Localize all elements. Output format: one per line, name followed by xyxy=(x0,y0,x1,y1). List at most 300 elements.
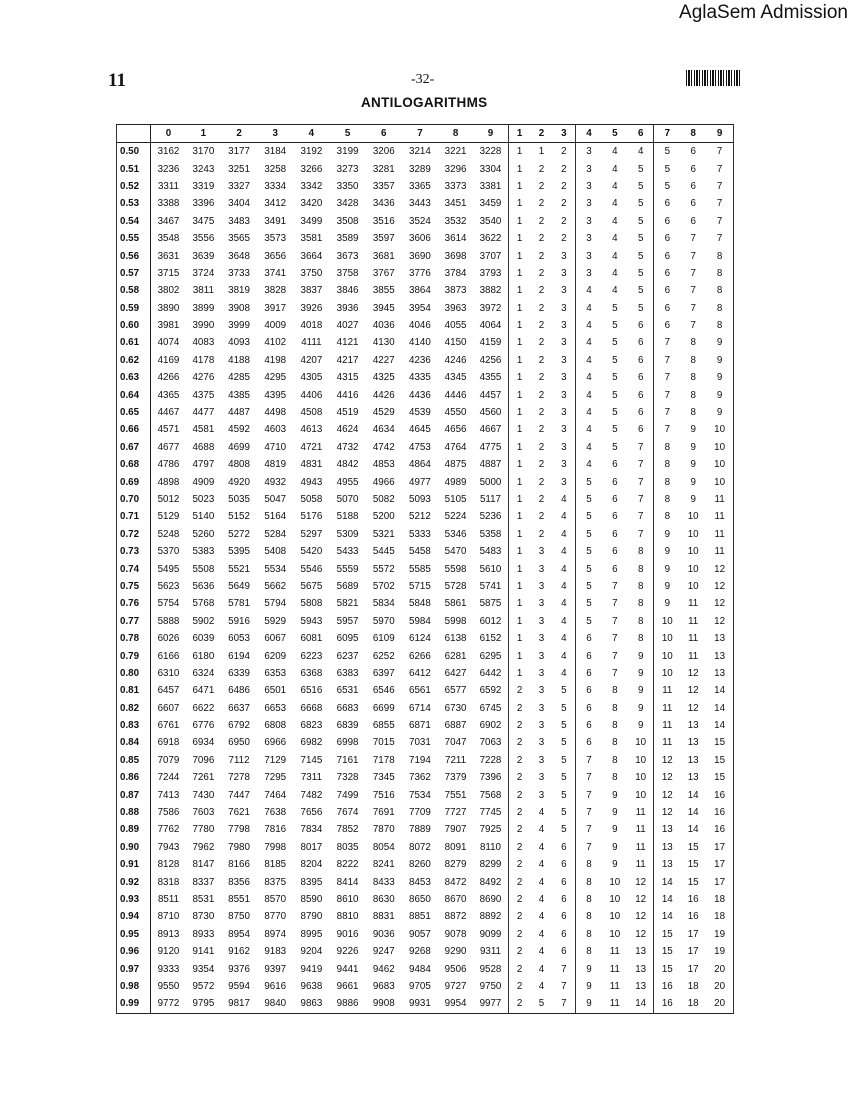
mean-difference-cell: 11 xyxy=(688,633,699,645)
row-label: 0.56 xyxy=(117,247,151,264)
antilog-value-cell: 7430 xyxy=(192,789,215,801)
antilog-value-cell: 3556 xyxy=(192,233,215,245)
antilog-value-cell: 3516 xyxy=(372,215,395,227)
mean-difference-cell: 2 xyxy=(508,804,530,821)
mean-difference-cell: 1 xyxy=(508,300,530,317)
mean-difference-cell: 9 xyxy=(637,650,644,662)
antilog-value-cell: 4246 xyxy=(444,354,467,366)
antilog-value-cell: 3750 xyxy=(300,267,323,279)
mean-difference-cell: 10 xyxy=(706,439,733,456)
mean-difference-cell: 10 xyxy=(687,563,699,575)
mean-difference-cell: 1 xyxy=(508,282,530,299)
mean-difference-cell: 3 xyxy=(538,615,545,627)
antilog-value-cell: 3491 xyxy=(264,215,287,227)
antilog-value-cell: 5585 xyxy=(409,563,431,575)
antilog-value-cell: 3396 xyxy=(192,198,215,210)
mean-difference-cell: 2 xyxy=(561,146,567,158)
antilog-value-cell: 7464 xyxy=(264,789,287,801)
antilog-value-cell: 5768 xyxy=(192,598,215,610)
mean-difference-cell: 9 xyxy=(576,995,602,1013)
mean-difference-cell: 1 xyxy=(508,334,530,351)
mean-difference-cell: 3 xyxy=(538,737,545,749)
table-row xyxy=(117,195,734,212)
mean-difference-cell: 6 xyxy=(612,563,618,575)
mean-difference-cell: 4 xyxy=(561,546,567,558)
antilog-value-cell: 9616 xyxy=(264,980,287,992)
header-mean-diff: 3 xyxy=(553,125,576,143)
antilog-value-cell: 4989 xyxy=(444,476,467,488)
mean-difference-cell: 18 xyxy=(680,995,706,1013)
mean-difference-cell: 4 xyxy=(612,180,618,192)
mean-difference-cell: 8 xyxy=(654,491,680,508)
antilog-value-cell: 6902 xyxy=(479,720,502,732)
mean-difference-cell: 3 xyxy=(538,772,545,784)
antilog-value-cell: 8810 xyxy=(336,911,359,923)
antilog-value-cell: 7638 xyxy=(264,807,287,819)
antilog-value-cell: 7727 xyxy=(444,807,467,819)
mean-difference-cell: 3 xyxy=(561,459,567,471)
antilog-value-cell: 3266 xyxy=(300,163,323,175)
antilog-value-cell: 3917 xyxy=(264,302,287,314)
mean-difference-cell: 6 xyxy=(576,734,602,751)
mean-difference-cell: 3 xyxy=(538,754,545,766)
mean-difference-cell: 4 xyxy=(612,233,618,245)
antilog-value-cell: 5140 xyxy=(192,511,215,523)
mean-difference-cell: 8 xyxy=(637,598,644,610)
antilog-value-cell: 6281 xyxy=(444,650,467,662)
mean-difference-cell: 5 xyxy=(576,473,602,490)
antilog-value-cell: 4613 xyxy=(300,424,323,436)
antilog-value-cell: 7096 xyxy=(192,754,215,766)
mean-difference-cell: 2 xyxy=(508,995,530,1013)
antilog-value-cell: 4227 xyxy=(372,354,395,366)
mean-difference-cell: 17 xyxy=(687,946,699,958)
antilog-value-cell: 4887 xyxy=(479,459,502,471)
mean-difference-cell: 10 xyxy=(635,772,647,784)
antilog-value-cell: 5916 xyxy=(228,615,250,627)
antilog-value-cell: 5888 xyxy=(151,613,186,630)
antilog-value-cell: 3673 xyxy=(336,250,359,262)
antilog-value-cell: 5902 xyxy=(192,615,215,627)
mean-difference-cell: 7 xyxy=(690,302,696,314)
antilog-value-cell: 4487 xyxy=(228,407,250,419)
antilog-value-cell: 5224 xyxy=(444,511,467,523)
antilog-value-cell: 7328 xyxy=(336,772,359,784)
antilog-value-cell: 4656 xyxy=(444,424,467,436)
antilog-value-cell: 9683 xyxy=(372,980,395,992)
mean-difference-cell: 4 xyxy=(576,386,602,403)
row-label: 0.87 xyxy=(117,786,151,803)
mean-difference-cell: 1 xyxy=(508,473,530,490)
mean-difference-cell: 15 xyxy=(706,734,733,751)
row-label: 0.71 xyxy=(117,508,151,525)
mean-difference-cell: 3 xyxy=(538,546,545,558)
mean-difference-cell: 14 xyxy=(628,995,654,1013)
mean-difference-cell: 11 xyxy=(635,841,646,853)
antilog-value-cell: 5470 xyxy=(444,546,467,558)
antilog-table xyxy=(116,124,734,1014)
mean-difference-cell: 13 xyxy=(706,630,733,647)
antilog-value-cell: 5546 xyxy=(300,563,323,575)
mean-difference-cell: 6 xyxy=(612,546,618,558)
row-label: 0.80 xyxy=(117,665,151,682)
mean-difference-cell: 5 xyxy=(612,407,618,419)
mean-difference-cell: 4 xyxy=(612,267,618,279)
row-label: 0.84 xyxy=(117,734,151,751)
mean-difference-cell: 4 xyxy=(561,633,567,645)
mean-difference-cell: 1 xyxy=(508,265,530,282)
antilog-value-cell: 3296 xyxy=(444,163,467,175)
antilog-value-cell: 5957 xyxy=(336,615,359,627)
antilog-value-cell: 6934 xyxy=(192,737,215,749)
mean-difference-cell: 2 xyxy=(508,682,530,699)
antilog-value-cell: 4550 xyxy=(444,407,467,419)
mean-difference-cell: 6 xyxy=(637,424,644,436)
antilog-value-cell: 6622 xyxy=(192,702,215,714)
mean-difference-cell: 6 xyxy=(561,928,567,940)
antilog-value-cell: 8453 xyxy=(409,876,431,888)
antilog-value-cell: 5284 xyxy=(264,528,287,540)
row-label: 0.61 xyxy=(117,334,151,351)
antilog-value-cell: 7413 xyxy=(151,786,186,803)
mean-difference-cell: 5 xyxy=(637,198,644,210)
mean-difference-cell: 4 xyxy=(576,369,602,386)
mean-difference-cell: 11 xyxy=(688,598,699,610)
antilog-value-cell: 8974 xyxy=(264,928,287,940)
antilog-value-cell: 3508 xyxy=(336,215,359,227)
table-row xyxy=(117,508,734,525)
antilog-value-cell: 3963 xyxy=(444,302,467,314)
row-label: 0.79 xyxy=(117,647,151,664)
row-label: 0.92 xyxy=(117,873,151,890)
antilog-value-cell: 7709 xyxy=(409,807,431,819)
antilog-value-cell: 4909 xyxy=(192,476,215,488)
table-row xyxy=(117,630,734,647)
antilog-value-cell: 3319 xyxy=(192,180,215,192)
antilog-value-cell: 4920 xyxy=(228,476,250,488)
table-header-row xyxy=(117,125,734,143)
antilog-value-cell: 9572 xyxy=(192,980,215,992)
mean-difference-cell: 5 xyxy=(576,578,602,595)
antilog-value-cell: 3243 xyxy=(192,163,215,175)
mean-difference-cell: 4 xyxy=(576,300,602,317)
antilog-value-cell: 8570 xyxy=(264,893,287,905)
antilog-value-cell: 6808 xyxy=(264,720,287,732)
table-row xyxy=(117,786,734,803)
mean-difference-cell: 4 xyxy=(538,859,545,871)
antilog-value-cell: 5309 xyxy=(336,528,359,540)
antilog-value-cell: 8710 xyxy=(151,908,186,925)
antilog-value-cell: 7211 xyxy=(445,754,467,766)
antilog-value-cell: 9162 xyxy=(228,946,250,958)
antilog-value-cell: 5521 xyxy=(228,563,250,575)
mean-difference-cell: 11 xyxy=(654,734,680,751)
antilog-value-cell: 7145 xyxy=(300,754,323,766)
antilog-value-cell: 7129 xyxy=(264,754,287,766)
antilog-value-cell: 4529 xyxy=(372,407,395,419)
antilog-value-cell: 7345 xyxy=(372,772,395,784)
mean-difference-cell: 2 xyxy=(538,302,545,314)
mean-difference-cell: 4 xyxy=(612,198,618,210)
mean-difference-cell: 13 xyxy=(706,647,733,664)
row-label: 0.54 xyxy=(117,213,151,230)
row-label: 0.66 xyxy=(117,421,151,438)
antilog-value-cell: 7499 xyxy=(336,789,359,801)
mean-difference-cell: 13 xyxy=(706,665,733,682)
antilog-value-cell: 8590 xyxy=(300,893,323,905)
mean-difference-cell: 13 xyxy=(687,772,699,784)
mean-difference-cell: 8 xyxy=(654,473,680,490)
antilog-value-cell: 4130 xyxy=(372,337,395,349)
mean-difference-cell: 1 xyxy=(508,230,530,247)
row-label: 0.83 xyxy=(117,717,151,734)
antilog-value-cell: 6839 xyxy=(336,720,359,732)
antilog-value-cell: 6383 xyxy=(336,667,359,679)
mean-difference-cell: 2 xyxy=(508,856,530,873)
antilog-value-cell: 7161 xyxy=(336,754,359,766)
mean-difference-cell: 4 xyxy=(561,650,567,662)
mean-difference-cell: 10 xyxy=(609,876,621,888)
mean-difference-cell: 5 xyxy=(612,337,618,349)
mean-difference-cell: 2 xyxy=(538,389,545,401)
mean-difference-cell: 4 xyxy=(576,282,602,299)
antilog-value-cell: 6653 xyxy=(264,702,287,714)
antilog-value-cell: 7656 xyxy=(300,807,323,819)
antilog-value-cell: 4217 xyxy=(336,354,359,366)
antilog-value-cell: 6761 xyxy=(151,717,186,734)
mean-difference-cell: 5 xyxy=(576,491,602,508)
mean-difference-cell: 9 xyxy=(706,404,733,421)
antilog-value-cell: 5598 xyxy=(444,563,467,575)
mean-difference-cell: 8 xyxy=(637,580,644,592)
header-mean-diff: 5 xyxy=(602,125,628,143)
mean-difference-cell: 7 xyxy=(637,476,644,488)
mean-difference-cell: 9 xyxy=(612,807,618,819)
mean-difference-cell: 7 xyxy=(690,233,696,245)
mean-difference-cell: 9 xyxy=(690,424,696,436)
antilog-value-cell: 6124 xyxy=(409,633,431,645)
row-label: 0.62 xyxy=(117,352,151,369)
mean-difference-cell: 8 xyxy=(576,943,602,960)
mean-difference-cell: 1 xyxy=(508,213,530,230)
antilog-value-cell: 5610 xyxy=(479,563,502,575)
antilog-value-cell: 8790 xyxy=(300,911,323,923)
mean-difference-cell: 11 xyxy=(602,995,628,1013)
barcode-icon xyxy=(686,70,742,86)
mean-difference-cell: 5 xyxy=(561,824,567,836)
mean-difference-cell: 6 xyxy=(612,494,618,505)
mean-difference-cell: 1 xyxy=(508,247,530,264)
row-label: 0.58 xyxy=(117,282,151,299)
antilog-value-cell: 9528 xyxy=(479,963,502,975)
antilog-value-cell: 4027 xyxy=(336,320,359,332)
mean-difference-cell: 2 xyxy=(508,700,530,717)
mean-difference-cell: 4 xyxy=(561,598,567,610)
antilog-value-cell: 3990 xyxy=(192,320,215,332)
mean-difference-cell: 15 xyxy=(654,926,680,943)
antilog-value-cell: 3828 xyxy=(264,285,287,297)
antilog-value-cell: 4457 xyxy=(479,389,502,401)
antilog-value-cell: 9661 xyxy=(336,980,359,992)
mean-difference-cell: 6 xyxy=(561,859,567,871)
mean-difference-cell: 7 xyxy=(654,421,680,438)
antilog-value-cell: 7568 xyxy=(479,789,502,801)
antilog-value-cell: 4624 xyxy=(336,424,359,436)
mean-difference-cell: 7 xyxy=(576,839,602,856)
antilog-value-cell: 6067 xyxy=(264,633,287,645)
mean-difference-cell: 3 xyxy=(538,685,545,697)
mean-difference-cell: 4 xyxy=(612,250,618,262)
antilog-value-cell: 6039 xyxy=(192,633,215,645)
antilog-value-cell: 3846 xyxy=(336,285,359,297)
antilog-value-cell: 3639 xyxy=(192,250,215,262)
mean-difference-cell: 7 xyxy=(637,511,644,523)
antilog-value-cell: 3597 xyxy=(372,233,395,245)
antilog-value-cell: 6592 xyxy=(479,685,502,697)
mean-difference-cell: 5 xyxy=(576,526,602,543)
antilog-value-cell: 6012 xyxy=(479,615,502,627)
antilog-value-cell: 9376 xyxy=(228,963,250,975)
mean-difference-cell: 11 xyxy=(609,980,620,992)
antilog-value-cell: 7870 xyxy=(372,824,395,836)
antilog-value-cell: 3811 xyxy=(192,285,214,297)
mean-difference-cell: 16 xyxy=(706,804,733,821)
mean-difference-cell: 2 xyxy=(561,233,567,245)
mean-difference-cell: 6 xyxy=(576,682,602,699)
antilog-value-cell: 5794 xyxy=(264,598,287,610)
antilog-value-cell: 8017 xyxy=(300,841,323,853)
mean-difference-cell: 10 xyxy=(654,613,680,630)
mean-difference-cell: 4 xyxy=(538,876,545,888)
antilog-value-cell: 5035 xyxy=(228,494,250,505)
table-row xyxy=(117,213,734,230)
mean-difference-cell: 6 xyxy=(654,300,680,317)
antilog-value-cell: 4055 xyxy=(444,320,467,332)
mean-difference-cell: 3 xyxy=(561,372,567,384)
antilog-value-cell: 3589 xyxy=(336,233,359,245)
antilog-value-cell: 4406 xyxy=(300,389,323,401)
antilog-value-cell: 5297 xyxy=(300,528,323,540)
antilog-value-cell: 3899 xyxy=(192,302,215,314)
antilog-value-cell: 5834 xyxy=(372,598,395,610)
antilog-value-cell: 5012 xyxy=(151,491,186,508)
antilog-value-cell: 3855 xyxy=(372,285,395,297)
mean-difference-cell: 7 xyxy=(612,633,618,645)
header-mean-diff: 7 xyxy=(654,125,680,143)
table-row xyxy=(117,230,734,247)
antilog-value-cell: 4932 xyxy=(264,476,287,488)
antilog-value-cell: 6353 xyxy=(264,667,287,679)
mean-difference-cell: 4 xyxy=(538,928,545,940)
antilog-value-cell: 8110 xyxy=(479,841,502,853)
mean-difference-cell: 5 xyxy=(654,178,680,195)
mean-difference-cell: 5 xyxy=(561,754,567,766)
mean-difference-cell: 8 xyxy=(706,317,733,334)
antilog-value-cell: 5623 xyxy=(151,578,186,595)
antilog-value-cell: 6516 xyxy=(300,685,323,697)
mean-difference-cell: 4 xyxy=(612,163,618,175)
mean-difference-cell: 10 xyxy=(687,528,699,540)
mean-difference-cell: 8 xyxy=(576,873,602,890)
antilog-value-cell: 4009 xyxy=(264,320,287,332)
mean-difference-cell: 6 xyxy=(576,700,602,717)
mean-difference-cell: 2 xyxy=(538,407,545,419)
antilog-value-cell: 6871 xyxy=(409,720,431,732)
mean-difference-cell: 16 xyxy=(706,821,733,838)
antilog-value-cell: 7798 xyxy=(228,824,250,836)
antilog-value-cell: 4325 xyxy=(372,372,395,384)
antilog-value-cell: 7925 xyxy=(479,824,502,836)
antilog-value-cell: 8531 xyxy=(192,893,215,905)
antilog-value-cell: 5728 xyxy=(444,580,467,592)
antilog-value-cell: 5649 xyxy=(228,580,250,592)
antilog-value-cell: 5358 xyxy=(479,528,502,540)
antilog-value-cell: 5070 xyxy=(336,494,359,505)
mean-difference-cell: 2 xyxy=(538,233,545,245)
antilog-value-cell: 6180 xyxy=(192,650,215,662)
mean-difference-cell: 7 xyxy=(612,650,618,662)
header-mean-diff: 1 xyxy=(508,125,530,143)
antilog-value-cell: 3365 xyxy=(409,180,431,192)
mean-difference-cell: 17 xyxy=(706,873,733,890)
mean-difference-cell: 7 xyxy=(654,352,680,369)
mean-difference-cell: 11 xyxy=(635,807,646,819)
mean-difference-cell: 7 xyxy=(576,769,602,786)
header-mean-diff: 2 xyxy=(530,125,552,143)
antilog-value-cell: 3724 xyxy=(192,267,215,279)
row-label: 0.86 xyxy=(117,769,151,786)
mean-difference-cell: 14 xyxy=(706,717,733,734)
table-row xyxy=(117,300,734,317)
antilog-value-cell: 3436 xyxy=(372,198,395,210)
antilog-value-cell: 3733 xyxy=(228,267,250,279)
antilog-value-cell: 9078 xyxy=(444,928,467,940)
mean-difference-cell: 16 xyxy=(687,893,699,905)
antilog-value-cell: 4266 xyxy=(151,369,186,386)
mean-difference-cell: 1 xyxy=(508,160,530,177)
mean-difference-cell: 6 xyxy=(654,195,680,212)
mean-difference-cell: 5 xyxy=(576,543,602,560)
mean-difference-cell: 4 xyxy=(637,146,644,158)
mean-difference-cell: 19 xyxy=(706,943,733,960)
table-row xyxy=(117,943,734,960)
antilog-value-cell: 4295 xyxy=(264,372,287,384)
antilog-value-cell: 8414 xyxy=(336,876,359,888)
mean-difference-cell: 9 xyxy=(690,494,696,505)
mean-difference-cell: 14 xyxy=(687,789,699,801)
antilog-value-cell: 9333 xyxy=(151,960,186,977)
antilog-value-cell: 3573 xyxy=(264,233,287,245)
mean-difference-cell: 2 xyxy=(538,180,545,192)
mean-difference-cell: 2 xyxy=(538,250,545,262)
mean-difference-cell: 15 xyxy=(687,841,699,853)
mean-difference-cell: 9 xyxy=(637,702,644,714)
antilog-value-cell: 5702 xyxy=(372,580,395,592)
mean-difference-cell: 2 xyxy=(538,424,545,436)
mean-difference-cell: 8 xyxy=(612,685,618,697)
antilog-value-cell: 9750 xyxy=(479,980,502,992)
antilog-value-cell: 4121 xyxy=(336,337,359,349)
mean-difference-cell: 4 xyxy=(561,563,567,575)
antilog-value-cell: 4853 xyxy=(372,459,395,471)
antilog-value-cell: 3540 xyxy=(479,215,502,227)
mean-difference-cell: 12 xyxy=(654,752,680,769)
mean-difference-cell: 1 xyxy=(508,178,530,195)
antilog-value-cell: 5970 xyxy=(372,615,395,627)
antilog-value-cell: 4446 xyxy=(444,389,467,401)
mean-difference-cell: 11 xyxy=(688,615,699,627)
mean-difference-cell: 12 xyxy=(635,876,647,888)
